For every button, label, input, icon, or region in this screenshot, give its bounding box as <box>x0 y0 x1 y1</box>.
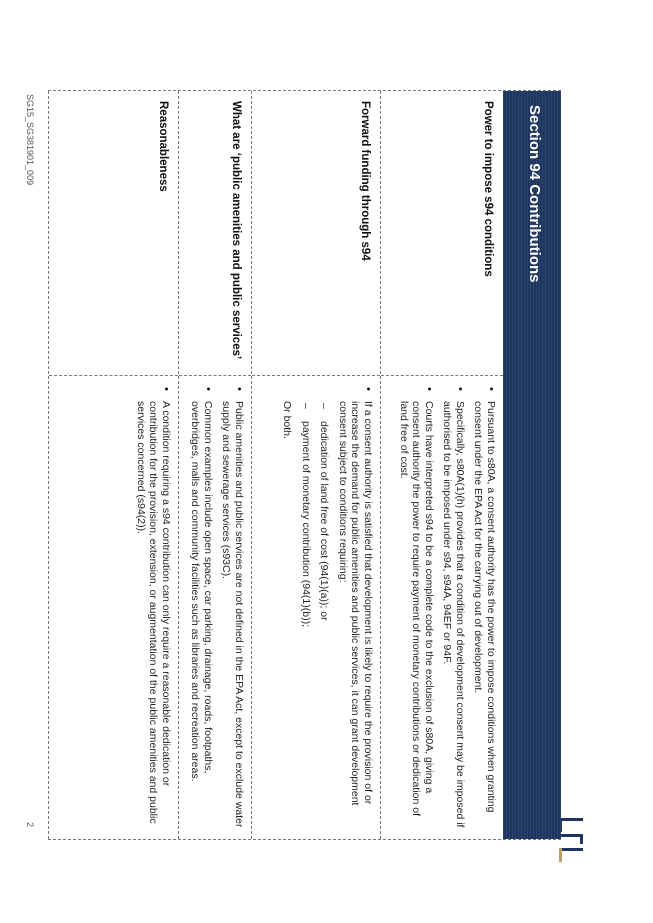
page-number: 2 <box>25 822 35 828</box>
row-label: What are ‘public amenities and public services’ <box>230 101 242 360</box>
row-tail-text: Or both. <box>281 401 294 439</box>
table-row <box>380 91 503 839</box>
bullet-item: • Pursuant to s80A, a consent authority has the power to impose conditions when granting consent under the EPA Act for the carrying out of development. <box>472 387 497 831</box>
table-row <box>251 91 380 839</box>
row-label-cell <box>252 91 380 376</box>
bullet-item: • Public amenities and public services are not defined in the EPA Act, except to exclude water supply and sewerage services (s93C). <box>220 387 245 831</box>
sub-bullet-item: – payment of monetary contribution (94(1)(b)); <box>300 387 313 831</box>
bullet-item: • Courts have interpreted s94 to be a complete code to the exclusion of s80A, giving a consent authority the power to require payment of monetary contributions or dedication of land free of cost. <box>398 387 436 831</box>
table-row <box>48 91 178 839</box>
row-label: Forward funding through s94 <box>359 101 371 261</box>
row-label-cell <box>179 91 251 376</box>
row-content <box>183 387 245 831</box>
bullet-item: • A condition requiring a s94 contribution can only require a reasonable dedication or contribution for the provision, extension, or augmentation of the public amenities and public services concerned (s94(2)). <box>135 387 173 831</box>
page-title: Section 94 Contributions <box>526 105 543 283</box>
row-label: Reasonableness <box>157 101 169 192</box>
bullet-item: • Common examples include open space, car parking, drainage, roads, footpaths, overbridges, malls and community facilities such as libraries and recreation areas. <box>189 387 214 831</box>
table-header <box>503 91 561 839</box>
row-content <box>275 387 374 831</box>
row-content <box>129 387 173 831</box>
sub-bullet-item: – dedication of land free of cost (94(1)(a)); or <box>318 387 331 831</box>
row-label-cell <box>381 91 503 376</box>
company-logo <box>559 818 583 864</box>
contributions-table <box>48 90 561 840</box>
document-id: SG15_SG381901_009 <box>25 94 35 186</box>
bullet-item: • Specifically, s80A(1)(h) provides that a condition of development consent may be imposed if authorised to be imposed under s94, s94A, 94EF or 94F. <box>441 387 466 831</box>
table-row <box>178 91 251 839</box>
row-label-cell <box>49 91 178 376</box>
row-label: Power to impose s94 conditions <box>482 101 494 277</box>
bullet-item: • If a consent authority is satisfied that development is likely to require the provision of or increase the demand for public amenities and public services, it can grant development consent subject to conditions requiring: <box>337 387 375 831</box>
row-content <box>392 387 498 831</box>
